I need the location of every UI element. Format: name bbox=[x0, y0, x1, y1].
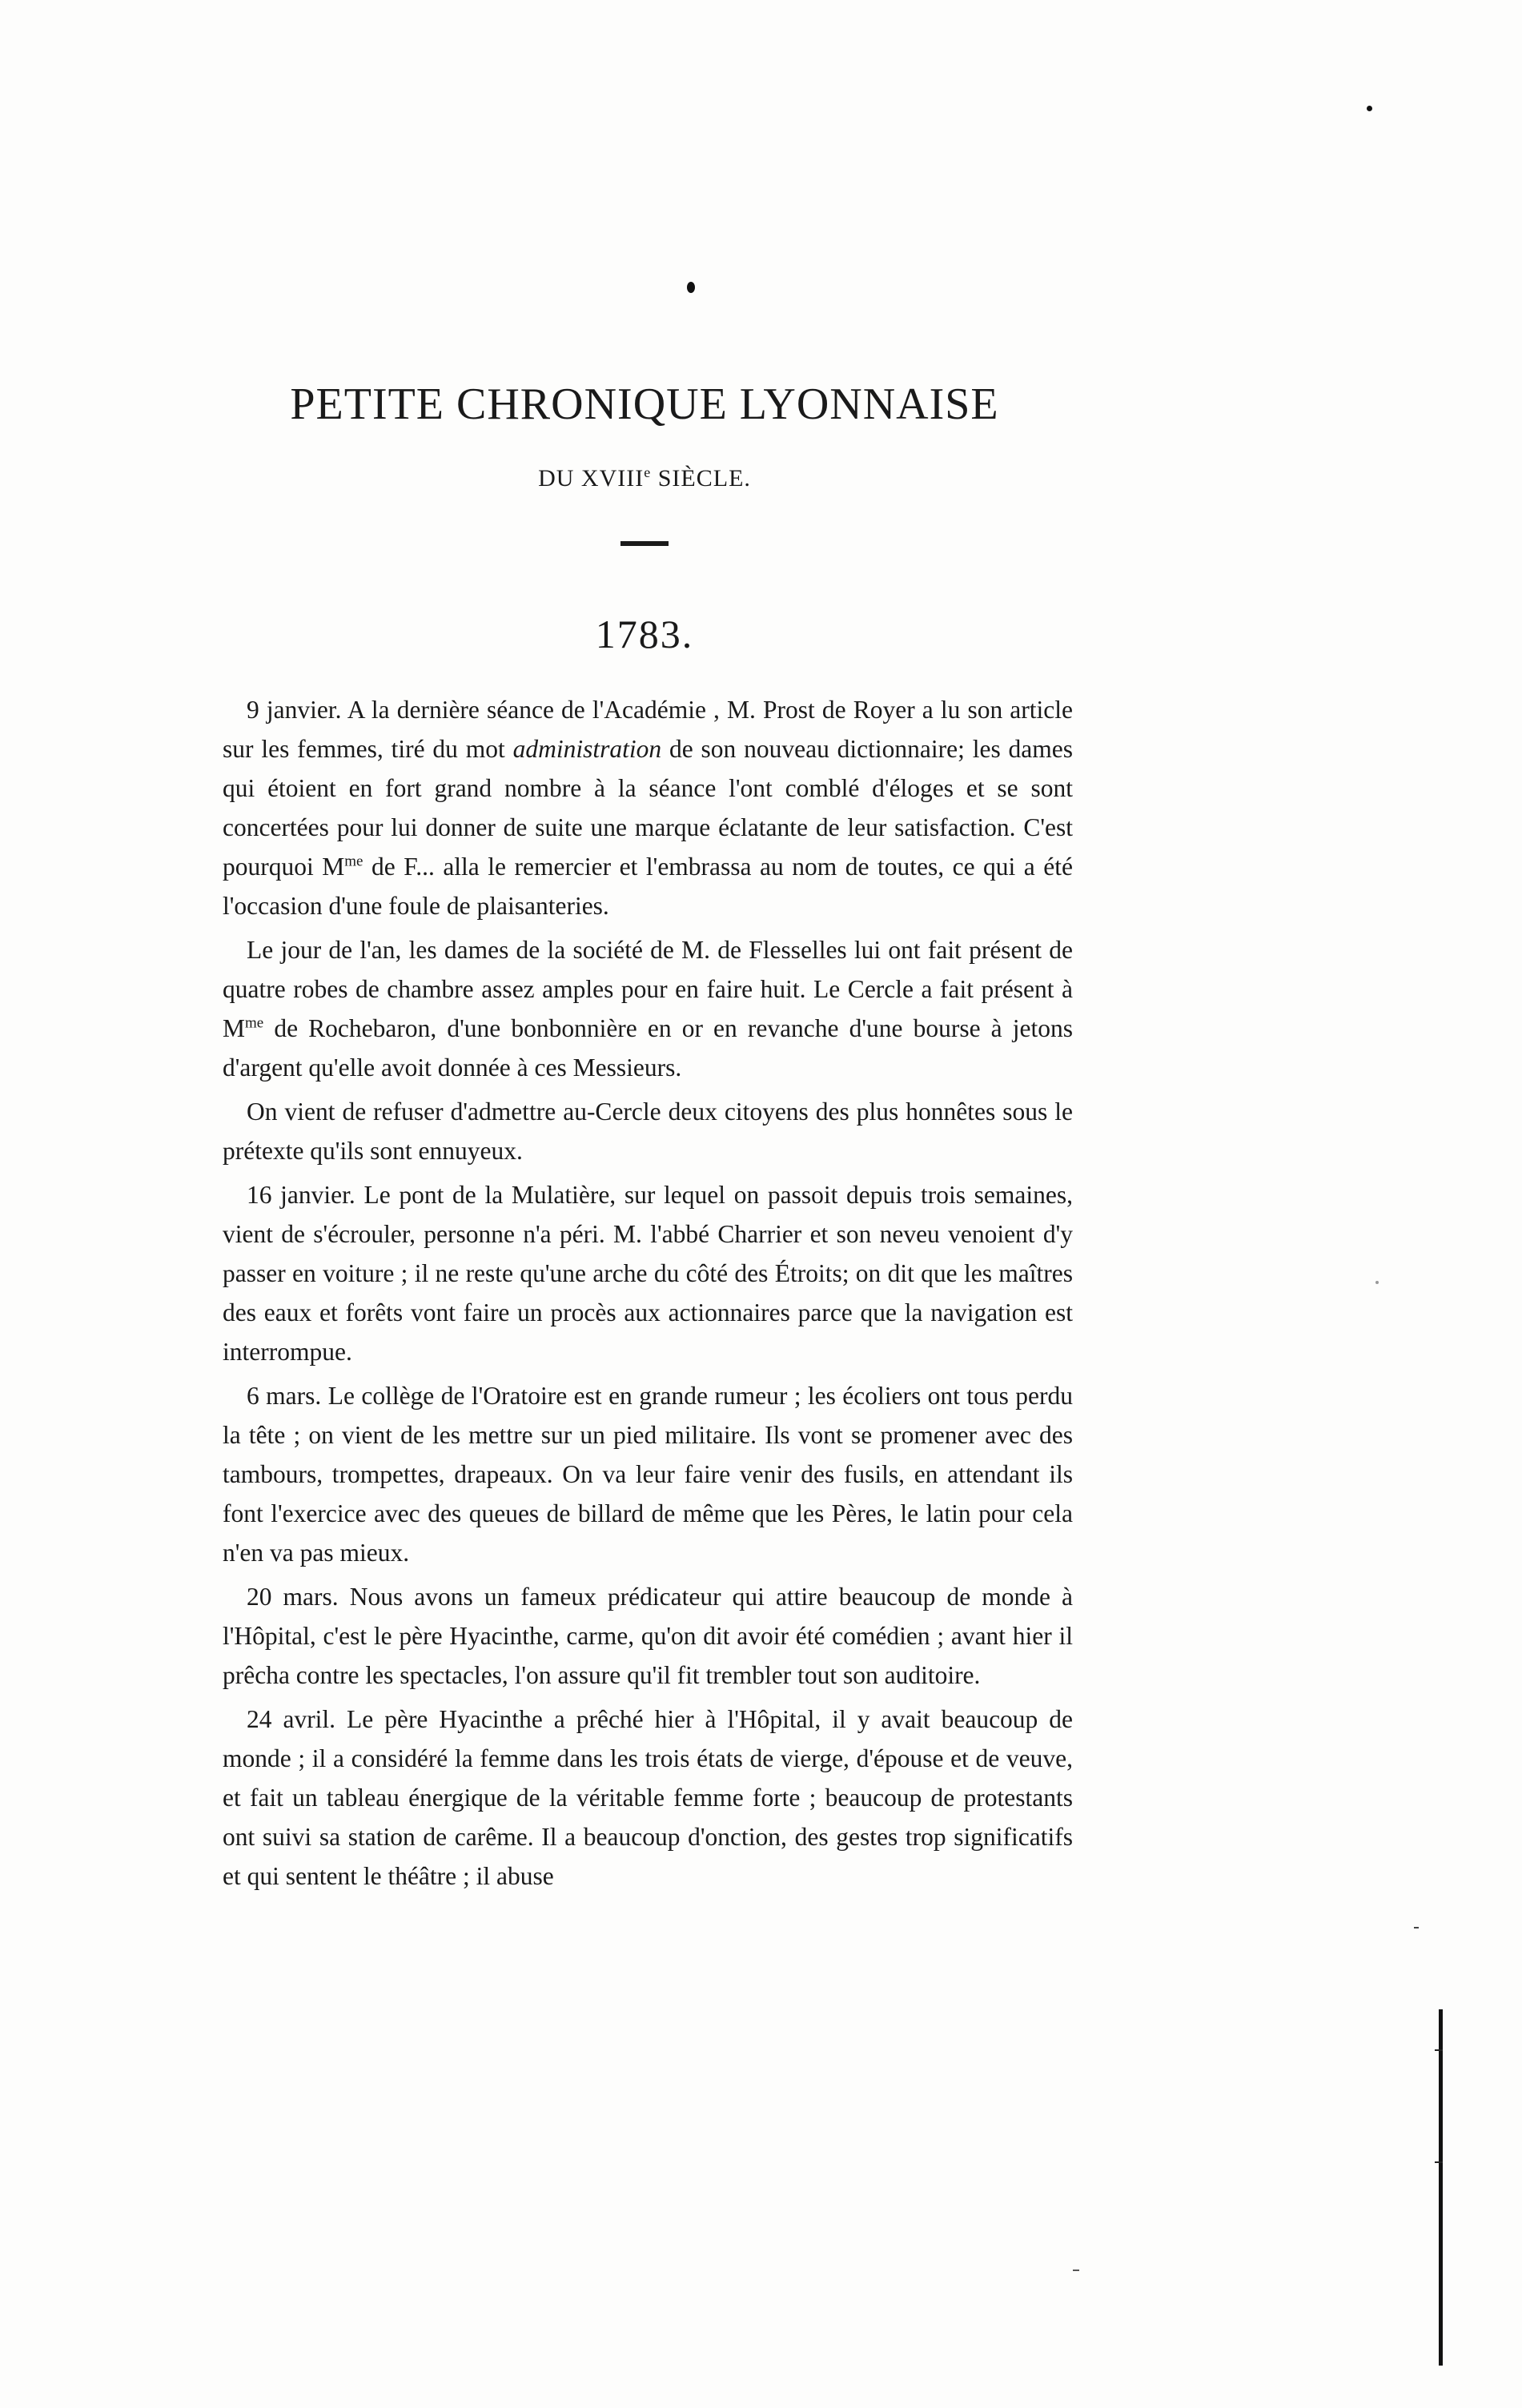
text-run: 16 janvier. Le pont de la Mulatière, sur lequel on passoit depuis trois semaines, vient de s'écrouler, personne n'a péri. M. l'abbé Charrier et son neveu venoient d'y passer en voiture ; il ne reste qu'une arche du côté des Étroits; on dit que les maîtres des eaux et forêts vont faire un procès aux actionnaires parce que la navigation est interrompue. bbox=[223, 1181, 1073, 1366]
text-run: 24 avril. Le père Hyacinthe a prêché hier à l'Hôpital, il y avait beaucoup de monde ; il a considéré la femme dans les trois états de vierge, d'épouse et de veuve, et fait un tableau énergique de la véritable femme forte ; beaucoup de protestants ont suivi sa station de carême. Il a beaucoup d'onction, des gestes trop significatifs et qui sentent le théâtre ; il abuse bbox=[223, 1705, 1073, 1890]
ink-speck bbox=[1367, 106, 1372, 111]
chronicle-paragraph bbox=[223, 1175, 1073, 1371]
superscript-abbrev: me bbox=[344, 853, 363, 870]
chronicle-paragraph bbox=[223, 1577, 1073, 1695]
chronicle-paragraph bbox=[223, 690, 1073, 925]
ink-speck bbox=[1375, 1281, 1379, 1284]
italic-term: administration bbox=[512, 735, 662, 763]
text-run: 6 mars. Le collège de l'Oratoire est en grande rumeur ; les écoliers ont tous perdu la tête ; on vient de les mettre sur un pied militaire. Ils vont se promener avec des tambours, trompettes, drapeaux. On va leur faire venir des fusils, en attendant ils font l'exercice avec des queues de billard de même que les Pères, le latin pour cela n'en va pas mieux. bbox=[223, 1382, 1073, 1567]
text-run: de F... alla le remercier et l'embrassa au nom de toutes, ce qui a été l'occasion d'une foule de plaisanteries. bbox=[223, 853, 1073, 920]
text-run: 20 mars. Nous avons un fameux prédicateur qui attire beaucoup de monde à l'Hôpital, c'est le père Hyacinthe, carme, qu'on dit avoir été comédien ; avant hier il prêcha contre les spectacles, l'on assure qu'il fit trembler tout son auditoire. bbox=[223, 1583, 1073, 1689]
chronicle-paragraph bbox=[223, 930, 1073, 1087]
subtitle-suffix: SIÈCLE. bbox=[651, 465, 751, 492]
page-edge-tick bbox=[1435, 2161, 1443, 2163]
chronicle-paragraph bbox=[223, 1700, 1073, 1896]
chronicle-paragraph bbox=[223, 1376, 1073, 1572]
chronicle-paragraph bbox=[223, 1092, 1073, 1170]
ink-speck bbox=[687, 282, 695, 293]
page-subtitle bbox=[0, 463, 1289, 495]
page-title: PETITE CHRONIQUE LYONNAISE bbox=[290, 379, 999, 429]
year-heading: 1783. bbox=[595, 612, 694, 656]
subtitle-prefix: DU XVIII bbox=[538, 465, 645, 492]
text-run: On vient de refuser d'admettre au-Cercle deux citoyens des plus honnêtes sous le prétexte qu'ils sont ennuyeux. bbox=[223, 1098, 1073, 1165]
ink-speck bbox=[1414, 1927, 1419, 1928]
superscript-abbrev: me bbox=[245, 1014, 264, 1032]
subtitle-superscript: e bbox=[644, 464, 652, 480]
text-run: de Rochebaron, d'une bonbonnière en or en revanche d'une bourse à jetons d'argent qu'elle avoit donnée à ces Messieurs. bbox=[223, 1014, 1073, 1082]
text-run: de son nouveau dictionnaire; les dames qui étoient en fort grand nombre à la séance l'ont comblé d'éloges et se sont concertées pour lui donner de suite une marque éclatante de leur satisfaction. C'est pourquoi M bbox=[223, 735, 1074, 881]
section-divider bbox=[620, 541, 669, 546]
page-edge-tick bbox=[1435, 2049, 1443, 2051]
ink-speck bbox=[1073, 2270, 1079, 2271]
text-run: 9 janvier. A la dernière séance de l'Académie , M. Prost de Royer a lu son article sur les femmes, tiré du mot bbox=[223, 696, 1073, 763]
text-run: Le jour de l'an, les dames de la société de M. de Flesselles lui ont fait présent de quatre robes de chambre assez amples pour en faire huit. Le Cercle a fait présent à M bbox=[223, 936, 1073, 1042]
page-edge-mark bbox=[1439, 2009, 1443, 2366]
chronicle-text bbox=[223, 690, 1073, 1900]
